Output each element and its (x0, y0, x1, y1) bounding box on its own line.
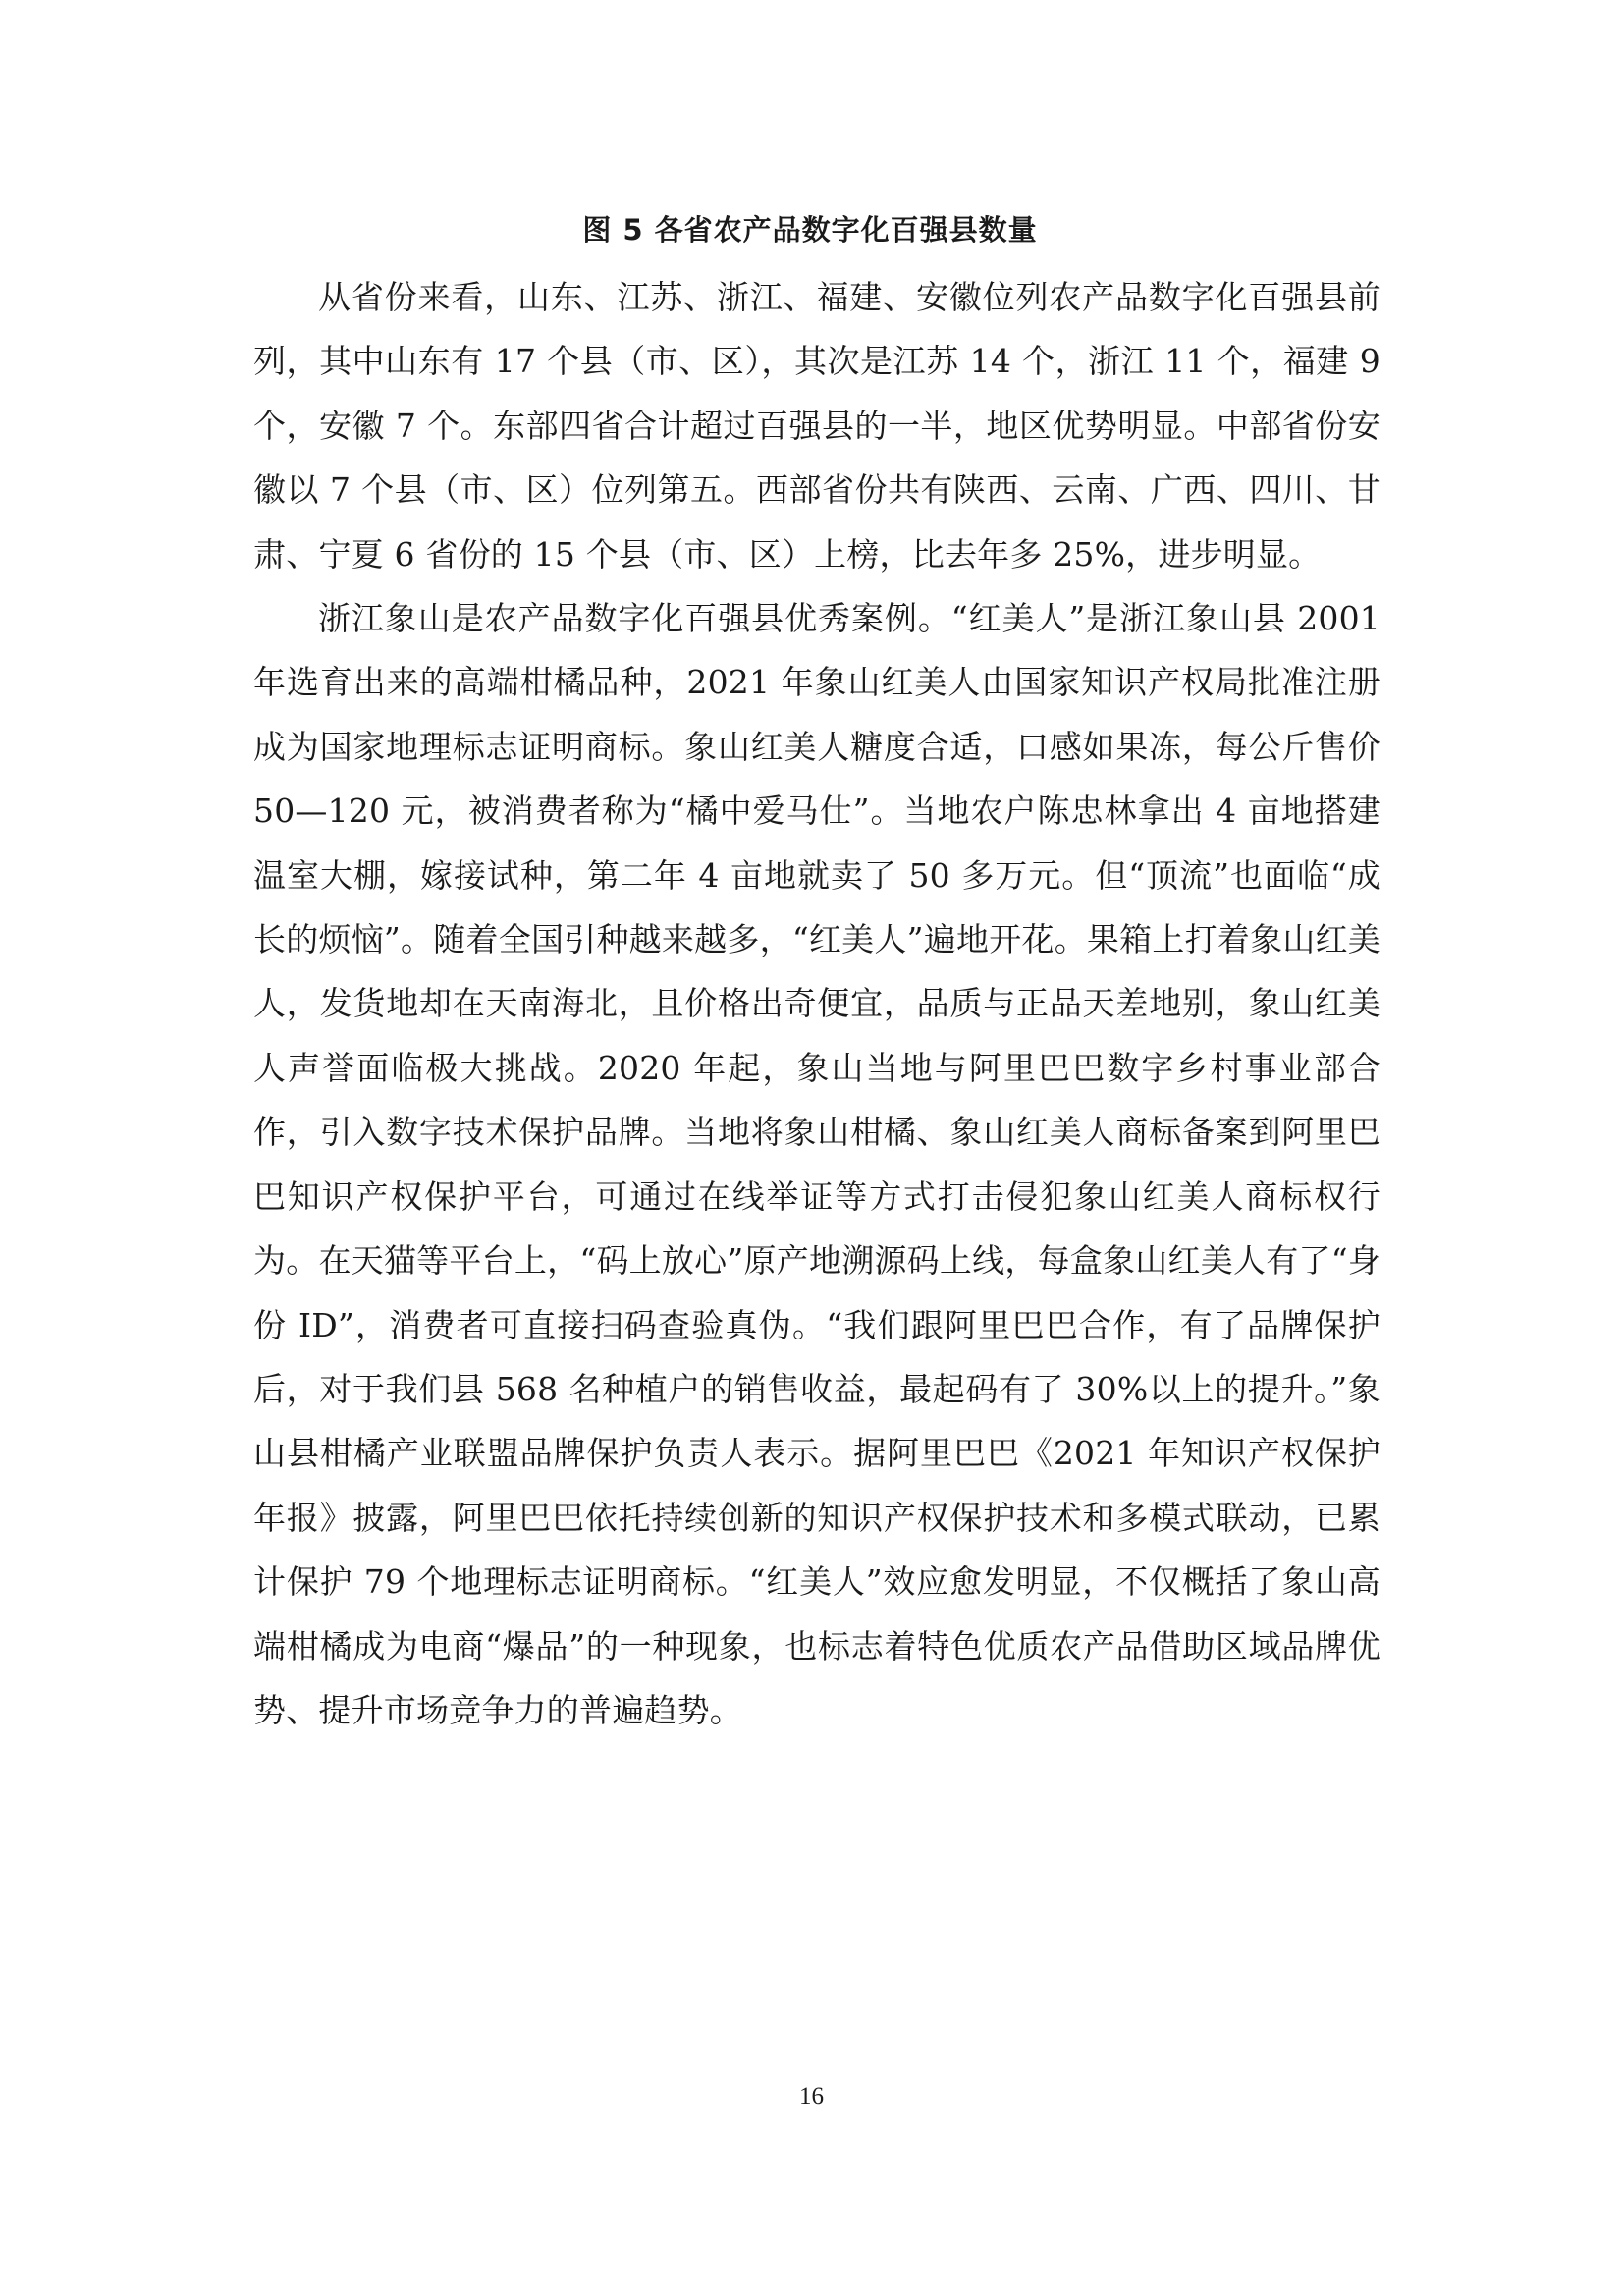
figure-caption: 图 5 各省农产品数字化百强县数量 (582, 213, 1038, 246)
page-number: 16 (799, 2083, 824, 2109)
paragraph-xiangshan-case: 浙江象山是农产品数字化百强县优秀案例。“红美人”是浙江象山县 2001 年选育出来的高端柑橘品种，2021 年象山红美人由国家知识产权局批准注册成为国家地理标志证明商标。象山红美人糖度合适，口感如果冻，每公斤售价 50—120 元，被消费者称为“橘中爱马仕”。当地农户陈忠林拿出 4 亩地搭建温室大棚，嫁接试种，第二年 4 亩地就卖了 50 多万元。但“顶流”也面临“成长的烦恼”。随着全国引种越来越多，“红美人”遍地开花。果箱上打着象山红美人，发货地却在天南海北，且价格出奇便宜，品质与正品天差地别，象山红美人声誉面临极大挑战。2020 年起，象山当地与阿里巴巴数字乡村事业部合作，引入数字技术保护品牌。当地将象山柑橘、象山红美人商标备案到阿里巴巴知识产权保护平台，可通过在线举证等方式打击侵犯象山红美人商标权行为。在天猫等平台上，“码上放心”原产地溯源码上线，每盒象山红美人有了“身份 ID”，消费者可直接扫码查验真伪。“我们跟阿里巴巴合作，有了品牌保护后，对于我们县 568 名种植户的销售收益，最起码有了 30%以上的提升。”象山县柑橘产业联盟品牌保护负责人表示。据阿里巴巴《2021 年知识产权保护年报》披露，阿里巴巴依托持续创新的知识产权保护技术和多模式联动，已累计保护 79 个地理标志证明商标。“红美人”效应愈发明显，不仅概括了象山高端柑橘成为电商“爆品”的一种现象，也标志着特色优质农产品借助区域品牌优势、提升市场竞争力的普遍趋势。 (253, 599, 1380, 1729)
paragraph-province-ranking: 从省份来看，山东、江苏、浙江、福建、安徽位列农产品数字化百强县前列，其中山东有 17 个县（市、区），其次是江苏 14 个，浙江 11 个，福建 9 个，安徽 7 个。东部四省合计超过百强县的一半，地区优势明显。中部省份安徽以 7 个县（市、区）位列第五。西部省份共有陕西、云南、广西、四川、甘肃、宁夏 6 省份的 15 个县（市、区）上榜，比去年多 25%，进步明显。 (253, 278, 1380, 574)
body-text (253, 265, 1380, 1742)
